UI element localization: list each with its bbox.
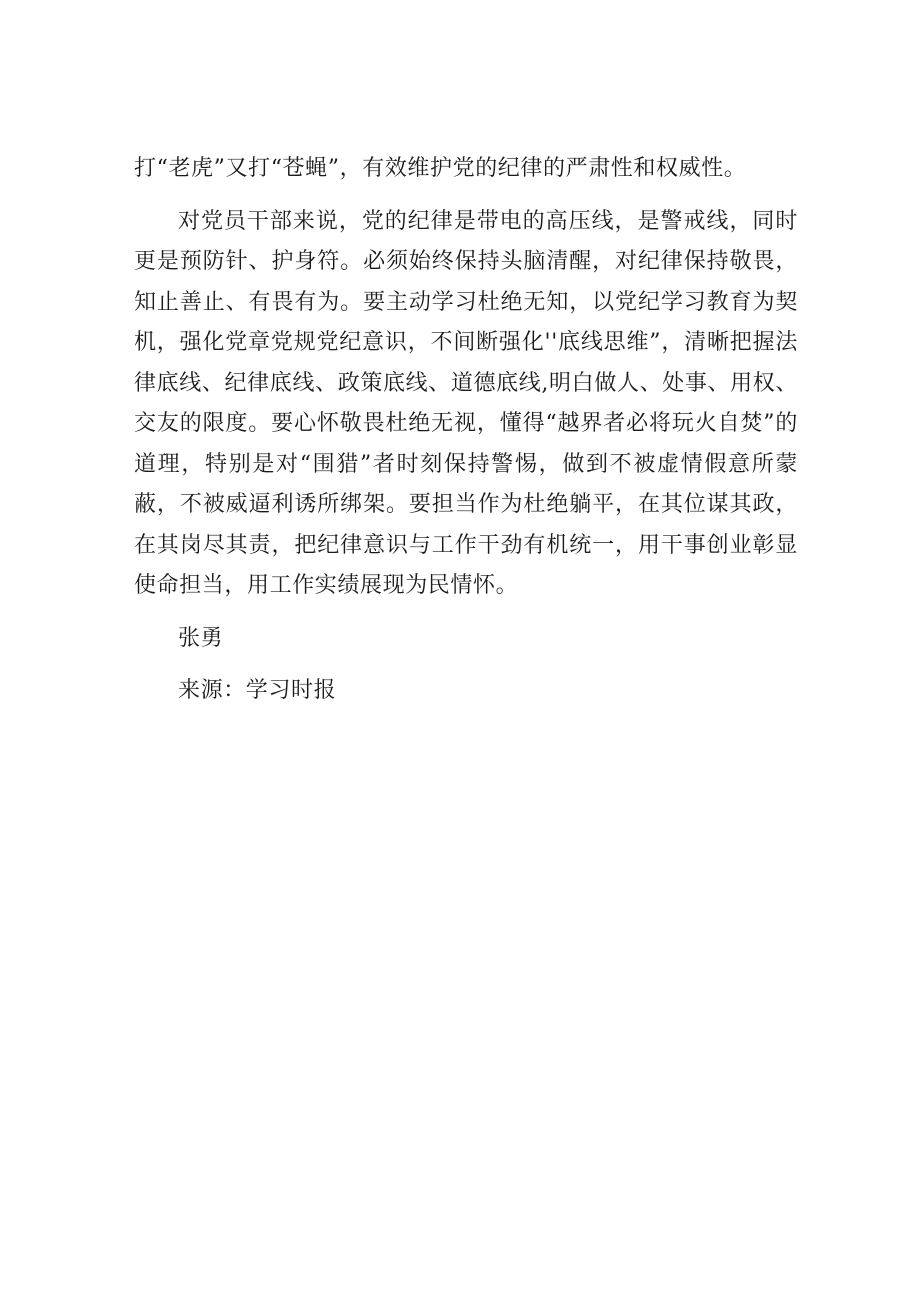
- author-name: 张勇: [178, 625, 224, 651]
- article-body: [134, 149, 798, 712]
- paragraph-2: 对党员干部来说，党的纪律是带电的高压线，是警戒线，同时更是预防针、护身符。必须始终保持头脑清醒，对纪律保持敬畏，知止善止、有畏有为。要主动学习杜绝无知，以党纪学习教育为契机，强化党章党规党纪意识，不间断强化''底线思维”，清晰把握法律底线、纪律底线、政策底线、道德底线,明白做人、处事、用权、交友的限度。要心怀敬畏杜绝无视，懂得“越界者必将玩火自焚”的道理，特别是对“围猎”者时刻保持警惕，做到不被虚情假意所蒙蔽，不被威逼利诱所绑架。要担当作为杜绝躺平，在其位谋其政，在其岗尽其责，把纪律意识与工作干劲有机统一，用干事创业彰显使命担当，用工作实绩展现为民情怀。: [134, 208, 798, 598]
- paragraph-1: 打“老虎”又打“苍蝇”，有效维护党的纪律的严肃性和权威性。: [134, 156, 747, 181]
- source-line: 来源：学习时报: [178, 678, 337, 703]
